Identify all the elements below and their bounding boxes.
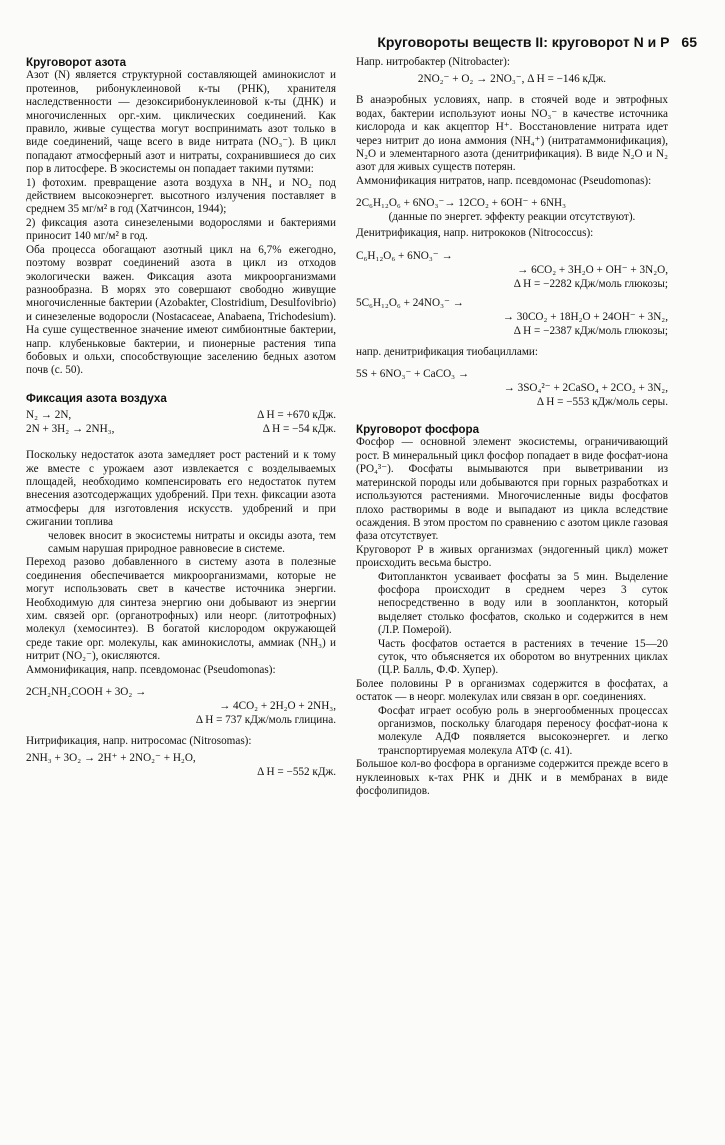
- nitrate-ammonification-equation: [356, 196, 668, 224]
- equation-left: N₂ → 2N,: [26, 409, 72, 422]
- equation-line: Δ H = −552 кДж.: [257, 766, 336, 779]
- equation-line: Δ H = −553 кДж/моль серы.: [536, 396, 668, 409]
- nitrobacter-equation: [356, 72, 668, 86]
- ammonification-label: Аммонификация, напр. псевдомонас (Pseudomonas):: [26, 663, 276, 676]
- transfer-paragraph: Переход разово добавленного в систему азота в полезные соединения обеспечивается микроорганизмами, которые не могут использовать свет в качестве источника энергии. Необходимую для синтеза энергию они добывают из энергии хим. связей орг. (органотрофных) или неорг. (литотрофных) молекул (хемосинтез). В богатой кислородом окружающей среде такие орг. молекулы, как аминокислоты, аммиак (NH₃) и нитрит (NO₂⁻), окисляются.: [26, 556, 336, 663]
- nitrogen-intro-paragraph: Азот (N) является структурной составляющей аминокислот и протеинов, рибонуклеиновой к-ты (РНК), хранителя наследственности — дезоксирибонуклеиновой к-ты (ДНК) и многочисленных орг.-хим. циклических соединений. Как правило, живые существа могут воспринимать азот только в виде соединений, чаще всего в виде нитрата (NO₃⁻). В цикл попадают атмосферный азот и нитраты, сохранившиеся до сих пор в литосфере. В экосистемы он попадает такими путями:: [26, 69, 336, 176]
- running-header: [377, 34, 697, 50]
- equation-line: 5C₆H₁₂O₆ + 24NO₃⁻ →: [356, 296, 464, 309]
- header-title: Круговороты веществ II: круговорот N и P: [377, 34, 670, 50]
- equation-line: 2C₆H₁₂O₆ + 6NO₃⁻→ 12CO₂ + 6OH⁻ + 6NH₃: [356, 197, 567, 210]
- equation-line: C₆H₁₂O₆ + 6NO₃⁻ →: [356, 249, 453, 262]
- plant-phosphate-paragraph: Часть фосфатов остается в растениях в течение 15—20 суток, что объясняется их оборотом во внутренних циклах (Ц.Р. Балль, Ф.Ф. Хупер).: [378, 637, 668, 677]
- phosphorus-cycle-heading: Круговорот фосфора: [356, 423, 480, 437]
- equation-line: Δ H = 737 кДж/моль глицина.: [195, 714, 336, 727]
- endogenous-cycle-paragraph: Круговорот P в живых организмах (эндогенный цикл) может происходить весьма быстро.: [356, 543, 668, 570]
- equation-line: → 6CO₂ + 3H₂O + OH⁻ + 3N₂O,: [517, 263, 668, 276]
- denitrification-equations: [356, 249, 668, 338]
- phytoplankton-paragraph: Фитопланктон усваивает фосфаты за 5 мин. Выделение фосфора происходит в среднем через 3 суток непосредственно в воду или в зоопланктон, который выделяет столько фосфатов, сколько и содержится в нем (Л.Р. Померой).: [378, 570, 668, 637]
- equation-line: 5S + 6NO₃⁻ + CaCO₃ →: [356, 368, 470, 381]
- equation-line: 2NO₂⁻ + O₂ → 2NO₃⁻, Δ H = −146 кДж.: [417, 73, 607, 86]
- deficit-indented-paragraph: человек вносит в экосистемы нитраты и оксиды азота, тем самым нарушая природное равновесие в системе.: [48, 529, 336, 555]
- atp-paragraph: Фосфат играет особую роль в энергообменных процессах организмов, поскольку благодаря переносу фосфат-иона к молекуле АДФ появляется высокоэнергет. и легко транспортируемая молекула АТФ (с. 41).: [378, 704, 668, 757]
- equation-right: Δ H = −54 кДж.: [262, 423, 336, 436]
- nucleic-acid-paragraph: Большое кол-во фосфора в организме содержится прежде всего в нуклеиновых к-тах РНК и ДНК и в мембранах в виде фосфолипидов.: [356, 758, 668, 798]
- page-number: 65: [681, 34, 697, 50]
- left-column: [26, 56, 336, 782]
- equation-line: 2CH₂NH₂COOH + 3O₂ →: [26, 686, 147, 699]
- equation-line: → 4CO₂ + 2H₂O + 2NH₃,: [219, 700, 336, 713]
- nitrogen-path-1: 1) фотохим. превращение азота воздуха в NH₄ и NO₂ под действием высокоэнергет. высотного излучения поставляет в среднем 35 мг/м² в год (Хатчинсон, 1944);: [26, 176, 336, 216]
- processes-paragraph: Оба процесса обогащают азотный цикл на 6,7% ежегодно, поэтому возврат соединений азота в цикл из отходов экологически важен. Фиксация азота микроорганизмами разнообразна. В морях это совершают свободно живущие многочисленные бактерии (Azobakter, Clostridium, Desulfovibrio) и синезеленые водоросли (Nostacaceae, Anabaena, Trichodesium). На суше существенное значение имеют симбионтные бактерии, напр. клубеньковые бактерии, и пионерные растения типа бобовых и ольхи, способствующие заселению бедных азотом почв (с. 50).: [26, 243, 336, 377]
- deficit-paragraph: Поскольку недостаток азота замедляет рост растений и к тому же вместе с урожаем азот извлекается с возделываемых площадей, необходимо компенсировать его недостаток путем внесения азотсодержащих удобрений. При техн. фиксации азота атмосферы для изготовления искусств. удобрений и при сжигании топлива: [26, 449, 336, 529]
- ammonification-equation: [26, 685, 336, 727]
- equation-line: → 3SO₄²⁻ + 2CaSO₄ + 2CO₂ + 3N₂,: [503, 382, 668, 395]
- phosphorus-intro-paragraph: Фосфор — основной элемент экосистемы, ограничивающий рост. В минеральный цикл фосфор попадает в виде фосфат-иона (PO₄³⁻). Фосфаты вымываются при выветривании из материнской породы или добываются при горных разработках и используются растениями. Многочисленные виды фосфатов плохо растворимы в воде и выпадают из цикла вследствие осаждения. В этом простом по сравнению с азотом цикле газовая фаза отсутствует.: [356, 436, 668, 543]
- nitrification-label: Нитрификация, напр. нитросомас (Nitrosomas):: [26, 735, 252, 748]
- nitrate-ammonification-label: Аммонификация нитратов, напр. псевдомонас (Pseudomonas):: [356, 174, 652, 187]
- equation-right: Δ H = +670 кДж.: [257, 409, 336, 422]
- air-fixation-equations: [26, 408, 336, 436]
- equation-line: Δ H = −2387 кДж/моль глюкозы;: [513, 324, 668, 337]
- air-fixation-heading: Фиксация азота воздуха: [26, 391, 167, 405]
- anaerobic-paragraph: В анаэробных условиях, напр. в стоячей воде и эвтрофных водах, бактерии используют ионы NO₃⁻ в качестве источника кислорода и как акцептор H⁺. Восстановление нитрата идет через нитрит до иона аммония (NH₄⁺) (нитратаммонификация), N₂O и элементарного азота (денитрификация). В виде N₂O и N₂ азот для живых существ потерян.: [356, 94, 668, 174]
- nitrogen-path-2: 2) фиксация азота синезелеными водорослями и бактериями приносит 140 мг/м² в год.: [26, 216, 336, 243]
- equation-note: (данные по энергет. эффекту реакции отсутствуют).: [388, 211, 636, 224]
- denitrification-label: Денитрификация, напр. нитрококов (Nitrococcus):: [356, 227, 594, 240]
- equation-line: → 30CO₂ + 18H₂O + 24OH⁻ + 3N₂,: [502, 310, 668, 323]
- right-column: [356, 56, 668, 798]
- nitrification-equation: [26, 751, 336, 779]
- thiobacilli-equation: [356, 367, 668, 409]
- equation-line: Δ H = −2282 кДж/моль глюкозы;: [513, 277, 668, 290]
- thiobacilli-label: напр. денитрификация тиобациллами:: [356, 345, 539, 358]
- equation-line: 2NH₃ + 3O₂ → 2H⁺ + 2NO₂⁻ + H₂O,: [26, 752, 196, 765]
- nitrogen-cycle-heading: Круговорот азота: [26, 56, 127, 69]
- equation-left: 2N + 3H₂ → 2NH₃,: [26, 423, 115, 436]
- phosphorus-distribution-paragraph: Более половины P в организмах содержится в фосфатах, а остаток — в неорг. молекулах или связан в орг. соединениях.: [356, 677, 668, 704]
- nitrobacter-label: Напр. нитробактер (Nitrobacter):: [356, 56, 510, 68]
